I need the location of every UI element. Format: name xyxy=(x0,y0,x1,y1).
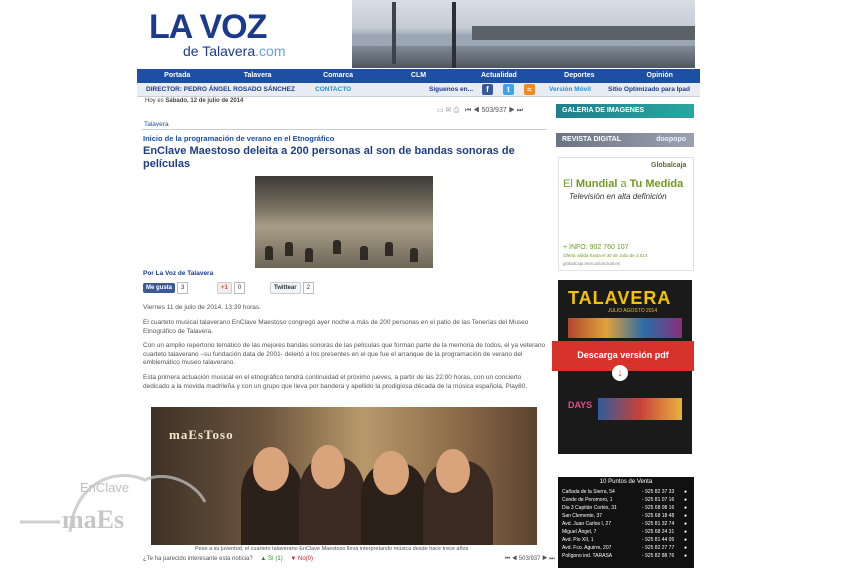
photo-figure xyxy=(333,240,341,254)
globalcaja-headline-c: a xyxy=(617,178,630,190)
venta-row xyxy=(562,545,690,551)
globalcaja-ad[interactable] xyxy=(558,157,694,271)
globalcaja-url: globalcaja.mercadoactual.es xyxy=(563,261,621,266)
nav-item-comarca[interactable]: Comarca xyxy=(323,72,354,79)
band-member-face xyxy=(311,445,345,489)
venta-row xyxy=(562,513,690,519)
print-icon[interactable]: ⎙ xyxy=(453,107,460,114)
feedback-yes[interactable]: Sí (1) xyxy=(268,556,283,562)
venta-addr: Cañada de la Sierra, 54 xyxy=(562,489,615,495)
tweet-count: 2 xyxy=(303,282,314,294)
venta-dot: ● xyxy=(684,521,688,527)
article-headline: EnClave Maestoso deleita a 200 personas al son de bandas sonoras de películas xyxy=(143,145,515,170)
header-photo-trees xyxy=(472,26,695,40)
main-nav xyxy=(137,69,700,83)
thumbs-down-icon[interactable]: ▼ xyxy=(290,556,297,562)
venta-tel: - 925 68 24 31 xyxy=(642,529,675,535)
feedback-question: ¿Te ha parecido interesante esta noticia? xyxy=(143,556,253,562)
email-icon[interactable]: ✉ xyxy=(445,107,452,114)
twitter-share[interactable] xyxy=(270,282,314,292)
download-arrow-icon: ↓ xyxy=(612,365,628,381)
galeria-banner[interactable]: GALERIA DE IMAGENES xyxy=(556,104,694,118)
site-logo-title[interactable]: LA VOZ xyxy=(149,8,267,46)
photo-figure xyxy=(410,248,418,262)
venta-dot: ● xyxy=(684,505,688,511)
venta-row xyxy=(562,497,690,503)
venta-row xyxy=(562,489,690,495)
venta-addr: Avd. Juan Carlos I, 27 xyxy=(562,521,612,527)
article-toolbar xyxy=(437,106,523,115)
globalcaja-sub: Televisión en alta definición xyxy=(569,192,667,201)
venta-addr: Avd. Pio XII, 1 xyxy=(562,537,594,543)
watermark-line1: EnClave xyxy=(80,480,130,495)
first-article-icon[interactable]: ⏮ xyxy=(464,107,472,114)
facebook-icon[interactable]: f xyxy=(482,84,493,95)
nav-item-portada[interactable]: Portada xyxy=(164,72,191,79)
thumbs-up-icon[interactable]: ▲ xyxy=(260,556,267,562)
article-paragraph: El cuarteto musical talaverano EnClave Maestoso congregó ayer noche a más de 200 personas en el patio de las Tenerías del Museo Etnográfico de Talavera. xyxy=(143,319,529,335)
tweet-button[interactable]: Twittear xyxy=(270,282,301,294)
photo-figure xyxy=(360,246,368,260)
venta-addr: Polígono ind. TARASA xyxy=(562,553,613,559)
article-section[interactable]: Talavera xyxy=(144,121,169,128)
logo-tld: .com xyxy=(255,43,286,59)
venta-tel: - 925 81 32 74 xyxy=(642,521,675,527)
venta-tel: - 925 82 37 33 xyxy=(642,489,675,495)
download-pdf-label: Descarga versión pdf xyxy=(577,350,669,360)
siguenos-label: Síguenos en... xyxy=(429,86,474,93)
venta-tel: - 925 68 18 48 xyxy=(642,513,675,519)
talavera-ad-dates: JULIO AGOSTO 2014 xyxy=(608,308,658,314)
article-byline: Por La Voz de Talavera xyxy=(143,270,214,277)
article-paragraph: Esta primera actuación musical en el etnográfico tendrá continuidad el próximo jueves, a partir de las 22:00 horas, con un concierto dedicado a la movida madrileña y con un grupo que lleva por bandera y apellido la prodigiosa década de la música española, Play80. xyxy=(143,374,528,390)
venta-row xyxy=(562,521,690,527)
revista-label: REVISTA DIGITAL xyxy=(562,136,621,143)
globalcaja-info: + INFO: 902 760 107 xyxy=(563,244,629,251)
nav-item-talavera[interactable]: Talavera xyxy=(243,72,272,79)
contacto-link[interactable]: CONTACTO xyxy=(315,86,352,93)
venta-addr: San Clemente, 37 xyxy=(562,513,603,519)
fb-like-button[interactable]: Me gusta xyxy=(143,283,175,293)
venta-addr: Dia 3 Capitán Cortés, 31 xyxy=(562,505,617,511)
talavera-ad-days: DAYS xyxy=(568,400,593,410)
photo-figure xyxy=(285,242,293,256)
puntos-venta-panel xyxy=(558,477,694,568)
enclave-watermark xyxy=(20,462,270,552)
gplus-button[interactable]: +1 xyxy=(217,282,232,294)
last-article-icon[interactable]: ⏭ xyxy=(549,556,555,562)
revista-brand: doopopo xyxy=(656,136,686,143)
last-article-icon[interactable]: ⏭ xyxy=(516,107,524,114)
date-prefix: Hoy es xyxy=(145,98,164,104)
photo-figure xyxy=(385,242,393,256)
article-feedback xyxy=(143,556,555,563)
talavera-ad-footer-thumbs xyxy=(598,398,682,420)
nav-item-actualidad[interactable]: Actualidad xyxy=(481,72,517,79)
band-member-face xyxy=(373,451,409,495)
photo-caption: Pese a su juventud, el cuarteto talaverano EnClave Maestoso lleva interpretando música desde hace trece años xyxy=(195,546,469,552)
feedback-no[interactable]: No(0) xyxy=(298,556,314,562)
venta-addr: Conde de Peromoro, 1 xyxy=(562,497,613,503)
globalcaja-headline-d: Tu Medida xyxy=(629,178,684,190)
venta-dot: ● xyxy=(684,497,688,503)
facebook-like[interactable] xyxy=(143,282,188,292)
current-date xyxy=(145,98,243,104)
prev-article-icon[interactable]: ◀ xyxy=(473,107,480,114)
venta-tel: - 925 81 44 05 xyxy=(642,537,675,543)
venta-dot: ● xyxy=(684,513,688,519)
photo-figure xyxy=(265,246,273,260)
venta-dot: ● xyxy=(684,545,688,551)
venta-dot: ● xyxy=(684,537,688,543)
header-photo-lamp xyxy=(392,2,396,64)
venta-tel: - 925 68 08 16 xyxy=(642,505,675,511)
article-paragraph: Con un amplio repertorio temático de las mejores bandas sonoras de las películas que forman parte de la memoria de todos, el ya veterano cuarteto talaverano –su fundación data de 2001- deleitó a los presentes en el que fue el arranque de la programación de verano del emblemático museo talaverano. xyxy=(143,342,546,366)
venta-tel: - 925 82 27 77 xyxy=(642,545,675,551)
fb-like-count: 3 xyxy=(177,282,188,294)
first-article-icon[interactable]: ⏮ xyxy=(504,556,511,562)
sub-nav xyxy=(137,83,700,97)
venta-tel: - 925 81 07 16 xyxy=(642,497,675,503)
next-article-icon[interactable]: ▶ xyxy=(542,556,548,562)
venta-tel: - 925 82 88 76 xyxy=(642,553,675,559)
gplus-share[interactable] xyxy=(217,282,245,292)
date-value: Sábado, 12 de julio de 2014 xyxy=(165,98,244,104)
comment-icon[interactable]: ▭ xyxy=(437,107,444,114)
logo-sub-text: de Talavera xyxy=(183,43,256,59)
band-member-face xyxy=(436,449,470,493)
venta-row xyxy=(562,505,690,511)
photo-figure xyxy=(305,248,313,262)
prev-article-icon[interactable]: ◀ xyxy=(511,556,518,562)
revista-banner[interactable] xyxy=(556,133,694,147)
article-counter: 503/937 xyxy=(481,107,507,114)
twitter-icon[interactable]: t xyxy=(503,84,514,95)
header-photo-lamp xyxy=(452,2,456,68)
venta-dot: ● xyxy=(684,489,688,495)
concert-photo[interactable] xyxy=(255,176,433,268)
venta-addr: Miguel Ángel, 7 xyxy=(562,529,597,535)
next-article-icon[interactable]: ▶ xyxy=(508,107,515,114)
site-header xyxy=(137,0,700,68)
download-pdf-button[interactable] xyxy=(552,341,694,379)
divider xyxy=(142,129,547,130)
globalcaja-headline-b: Mundial xyxy=(575,178,618,190)
globalcaja-headline xyxy=(563,178,683,190)
article-kicker: Inicio de la programación de verano en el Etnográfico xyxy=(143,134,335,143)
venta-dot: ● xyxy=(684,553,688,559)
venta-row xyxy=(562,553,690,559)
director-label: DIRECTOR: PEDRO ÁNGEL ROSADO SÁNCHEZ xyxy=(146,86,295,93)
talavera-ad-thumbs xyxy=(568,318,682,338)
venta-title: 10 Puntos de Venta xyxy=(599,479,653,485)
band-logo: maEsToso xyxy=(169,427,234,442)
nav-item-deportes[interactable]: Deportes xyxy=(564,72,595,79)
nav-item-clm[interactable]: CLM xyxy=(410,72,427,79)
gplus-count: 0 xyxy=(234,282,245,294)
globalcaja-offer: Oferta válida hasta el 30 de Julio de 2.014 xyxy=(563,253,648,258)
watermark-line2: maEs xyxy=(62,505,125,534)
talavera-ad-title: TALAVERA xyxy=(568,288,672,308)
ipad-link[interactable]: Sitio Optimizado para Ipad xyxy=(608,86,690,93)
globalcaja-headline-a: El xyxy=(563,178,576,190)
venta-row xyxy=(562,537,690,543)
globalcaja-brand: Globalcaja xyxy=(651,162,687,169)
nav-item-opinion[interactable]: Opinión xyxy=(646,72,673,79)
rss-icon[interactable]: ≈ xyxy=(524,84,535,95)
article-counter: 503/937 xyxy=(518,556,541,562)
venta-addr: Avd. Fco. Aguirre, 207 xyxy=(562,545,612,551)
venta-dot: ● xyxy=(684,529,688,535)
version-movil-link[interactable]: Versión Móvil xyxy=(549,86,591,93)
site-logo-subtitle[interactable] xyxy=(183,43,285,59)
venta-row xyxy=(562,529,690,535)
article-dateline: Viernes 11 de julio de 2014, 13:39 horas. xyxy=(143,304,261,311)
header-photo xyxy=(352,0,695,68)
